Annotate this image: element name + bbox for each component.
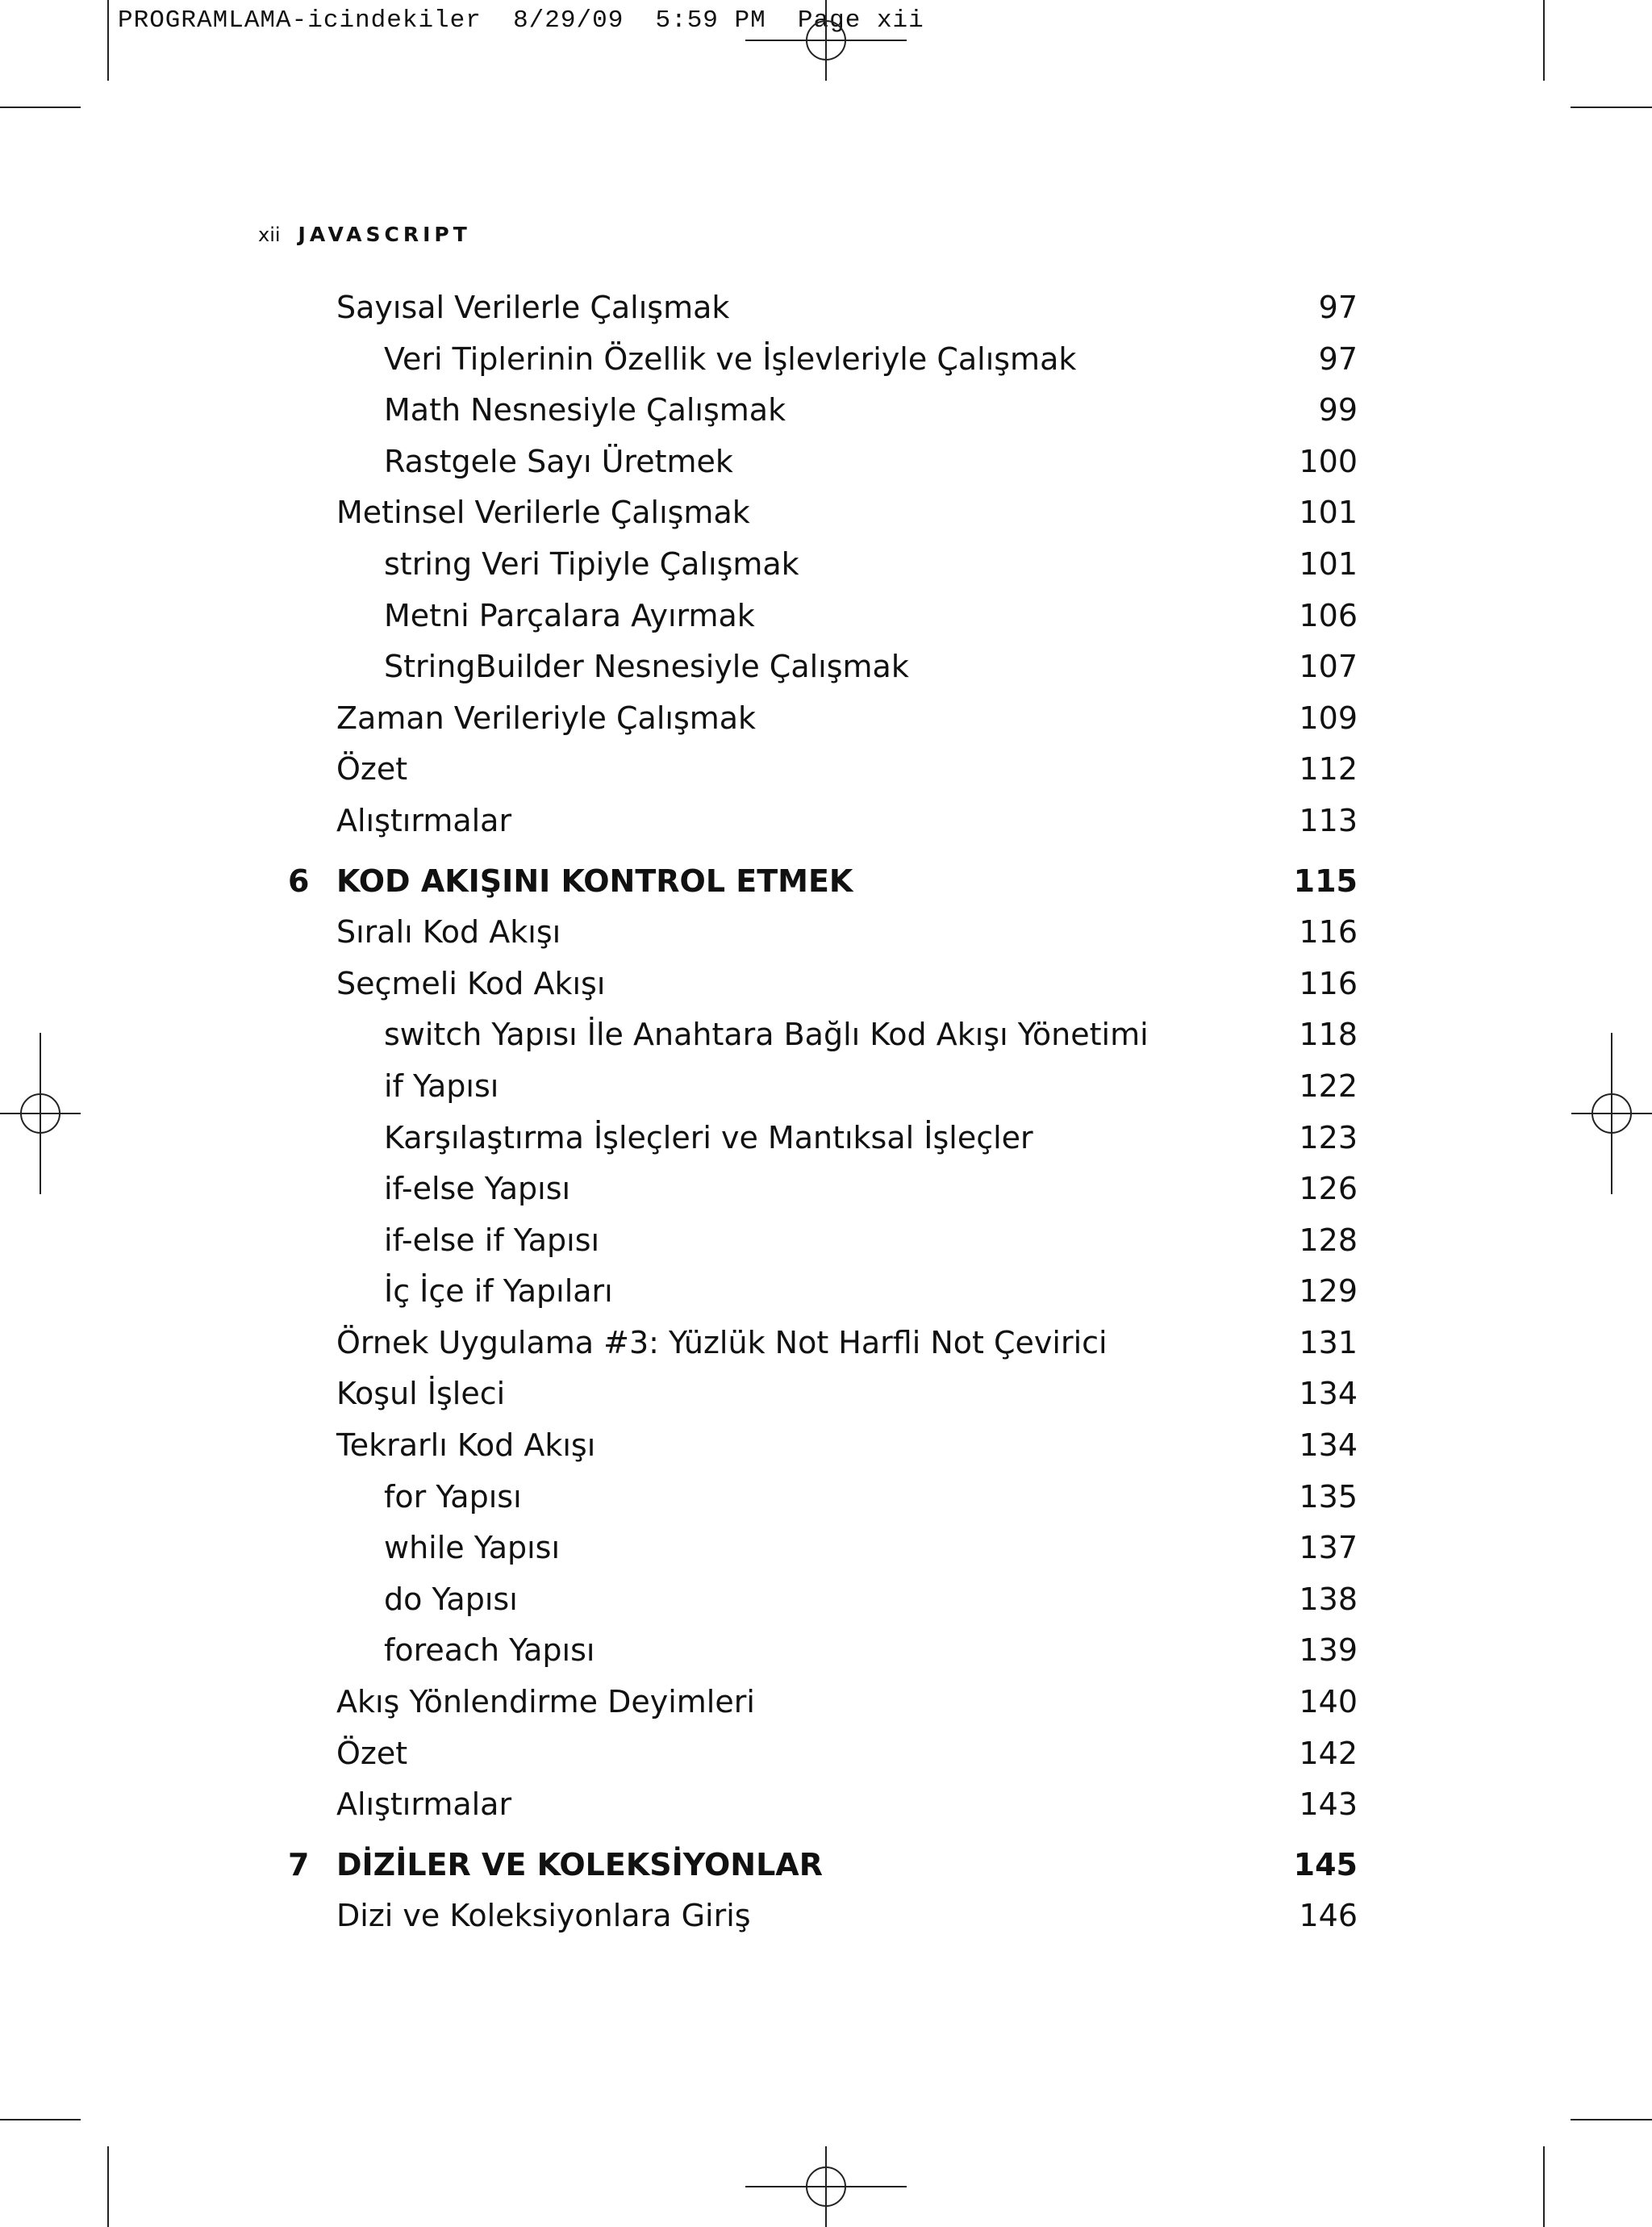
crop-mark <box>1571 107 1652 108</box>
toc-entry-title: Akış Yönlendirme Deyimleri <box>336 1684 755 1720</box>
toc-entry-title: Karşılaştırma İşleçleri ve Mantıksal İşleçler <box>384 1119 1033 1155</box>
toc-page-number: 122 <box>1299 1068 1358 1104</box>
toc-entry-title: Rastgele Sayı Üretmek <box>384 443 733 479</box>
toc-page-number: 99 <box>1318 392 1358 428</box>
toc-entry-title: KOD AKIŞINI KONTROL ETMEK <box>336 863 853 899</box>
toc-entry-row <box>0 437 1652 488</box>
toc-page-number: 135 <box>1299 1478 1358 1515</box>
toc-entry-row <box>0 1215 1652 1267</box>
toc-page-number: 113 <box>1299 802 1358 838</box>
toc-entry-row <box>0 385 1652 437</box>
toc-page-number: 139 <box>1299 1632 1358 1669</box>
toc-entry-title: do Yapısı <box>384 1581 518 1617</box>
toc-entry-row <box>0 959 1652 1010</box>
toc-entry-row <box>0 1779 1652 1831</box>
toc-entry-row <box>0 591 1652 642</box>
toc-entry-row <box>0 1625 1652 1677</box>
toc-entry-title: İç İçe if Yapıları <box>384 1273 613 1310</box>
toc-entry-row <box>0 744 1652 796</box>
toc-entry-row <box>0 1728 1652 1780</box>
running-head <box>258 223 471 246</box>
registration-mark-icon <box>745 2146 907 2227</box>
toc-entry-row <box>0 693 1652 745</box>
toc-page-number: 142 <box>1299 1735 1358 1771</box>
toc-page-number: 101 <box>1299 495 1358 531</box>
crop-mark <box>107 2146 109 2227</box>
toc-page-number: 131 <box>1299 1324 1358 1360</box>
toc-entry-row <box>0 1009 1652 1061</box>
toc-entry-title: foreach Yapısı <box>384 1632 595 1669</box>
toc-entry-title: DİZİLER VE KOLEKSİYONLAR <box>336 1846 823 1882</box>
toc-entry-row <box>0 1113 1652 1164</box>
toc-page-number: 145 <box>1293 1846 1358 1882</box>
toc-entry-title: Alıştırmalar <box>336 802 512 838</box>
registration-mark-icon <box>745 0 907 81</box>
toc-entry-title: for Yapısı <box>384 1478 522 1515</box>
toc-page-number: 128 <box>1299 1222 1358 1258</box>
toc-entry-title: if Yapısı <box>384 1068 499 1104</box>
toc-entry-title: Sıralı Kod Akışı <box>336 914 561 951</box>
toc-page-number: 97 <box>1318 290 1358 325</box>
toc-entry-title: Metinsel Verilerle Çalışmak <box>336 495 750 531</box>
toc-entry-title: Tekrarlı Kod Akışı <box>336 1427 596 1464</box>
toc-entry-row <box>0 1061 1652 1113</box>
toc-page-number: 143 <box>1299 1786 1358 1823</box>
book-title: JAVASCRIPT <box>298 223 471 246</box>
toc-page-number: 118 <box>1299 1017 1358 1053</box>
toc-entry-row <box>0 907 1652 959</box>
toc-entry-row <box>0 1266 1652 1318</box>
toc-page-number: 100 <box>1299 443 1358 479</box>
crop-mark <box>0 107 81 108</box>
toc-entry-title: if-else Yapısı <box>384 1171 571 1207</box>
toc-entry-row <box>0 1318 1652 1369</box>
toc-page-number: 115 <box>1293 863 1358 899</box>
toc-entry-title: string Veri Tipiyle Çalışmak <box>384 545 799 582</box>
toc-page-number: 116 <box>1299 914 1358 951</box>
toc-page-number: 109 <box>1299 700 1358 736</box>
toc-entry-row <box>0 1368 1652 1420</box>
toc-chapter-row <box>0 856 1652 908</box>
toc-entry-title: Örnek Uygulama #3: Yüzlük Not Harfli Not Çevirici <box>336 1324 1108 1360</box>
crop-mark <box>1543 0 1545 81</box>
toc-page-number: 129 <box>1299 1273 1358 1310</box>
crop-mark <box>0 2119 81 2120</box>
toc-page-number: 123 <box>1299 1119 1358 1155</box>
toc-page-number: 116 <box>1299 965 1358 1001</box>
toc-entry-row <box>0 796 1652 847</box>
toc-entry-row <box>0 487 1652 539</box>
crop-mark <box>107 0 109 81</box>
toc-entry-title: Zaman Verileriyle Çalışmak <box>336 700 757 736</box>
toc-entry-title: Veri Tiplerinin Özellik ve İşlevleriyle Çalışmak <box>384 341 1077 377</box>
toc-page-number: 106 <box>1299 597 1358 633</box>
toc-entry-row <box>0 1164 1652 1215</box>
toc-entry-title: Özet <box>336 1735 408 1771</box>
toc-entry-row <box>0 334 1652 386</box>
crop-mark <box>1571 2119 1652 2120</box>
toc-entry-title: while Yapısı <box>384 1530 561 1566</box>
toc-entry-row <box>0 1677 1652 1728</box>
toc-entry-title: Seçmeli Kod Akışı <box>336 965 606 1001</box>
table-of-contents <box>0 282 1652 1942</box>
toc-entry-row <box>0 1574 1652 1626</box>
toc-entry-row <box>0 1523 1652 1574</box>
toc-entry-row <box>0 282 1652 334</box>
toc-page-number: 112 <box>1299 751 1358 788</box>
chapter-number: 7 <box>288 1846 310 1882</box>
toc-page-number: 134 <box>1299 1427 1358 1464</box>
toc-page-number: 107 <box>1299 649 1358 685</box>
print-slug: PROGRAMLAMA-icindekiler 8/29/09 5:59 PM Page xii <box>118 6 924 35</box>
toc-page-number: 138 <box>1299 1581 1358 1617</box>
toc-page-number: 126 <box>1299 1171 1358 1207</box>
toc-entry-title: switch Yapısı İle Anahtara Bağlı Kod Akışı Yönetimi <box>384 1017 1149 1053</box>
toc-page-number: 101 <box>1299 545 1358 582</box>
toc-page-number: 97 <box>1318 341 1358 377</box>
toc-entry-title: Sayısal Verilerle Çalışmak <box>336 290 730 325</box>
chapter-number: 6 <box>288 863 310 899</box>
toc-entry-title: Dizi ve Koleksiyonlara Giriş <box>336 1898 751 1934</box>
toc-page-number: 137 <box>1299 1530 1358 1566</box>
toc-entry-title: Özet <box>336 751 408 788</box>
toc-entry-row <box>0 641 1652 693</box>
page-folio: xii <box>258 224 281 246</box>
toc-entry-row <box>0 1891 1652 1942</box>
toc-entry-row <box>0 1420 1652 1472</box>
crop-mark <box>1543 2146 1545 2227</box>
toc-entry-title: Metni Parçalara Ayırmak <box>384 597 755 633</box>
toc-entry-title: StringBuilder Nesnesiyle Çalışmak <box>384 649 909 685</box>
toc-page-number: 140 <box>1299 1684 1358 1720</box>
toc-entry-title: if-else if Yapısı <box>384 1222 600 1258</box>
toc-entry-title: Koşul İşleci <box>336 1376 506 1412</box>
toc-page-number: 134 <box>1299 1376 1358 1412</box>
toc-entry-title: Math Nesnesiyle Çalışmak <box>384 392 786 428</box>
toc-chapter-row <box>0 1840 1652 1891</box>
toc-page-number: 146 <box>1299 1898 1358 1934</box>
toc-entry-row <box>0 539 1652 591</box>
toc-entry-title: Alıştırmalar <box>336 1786 512 1823</box>
toc-entry-row <box>0 1472 1652 1523</box>
